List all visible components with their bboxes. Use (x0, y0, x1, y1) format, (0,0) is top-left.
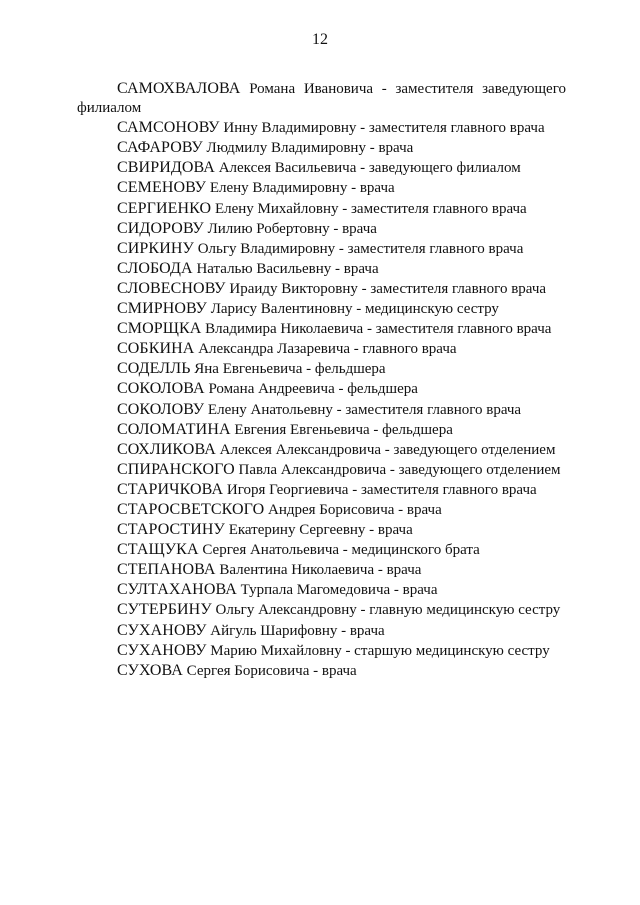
list-item (77, 420, 566, 440)
entry-surname: СТАРОСТИНУ (117, 521, 225, 539)
list-item (77, 560, 566, 580)
entry-surname: САМСОНОВУ (117, 119, 220, 137)
entry-details: Сергея Анатольевича - медицинского брата (202, 542, 480, 559)
entry-surname: СЛОБОДА (117, 259, 193, 277)
entry-surname: СОКОЛОВА (117, 380, 205, 398)
entry-details: Игоря Георгиевича - заместителя главного врача (226, 481, 537, 498)
entry-surname: СИДОРОВУ (117, 219, 204, 237)
list-item (77, 661, 566, 681)
entry-surname: СТАРОСВЕТСКОГО (117, 500, 265, 518)
list-item (77, 621, 566, 641)
entry-surname: СОБКИНА (117, 340, 195, 358)
entry-surname: СЕРГИЕНКО (117, 199, 212, 217)
list-item (77, 500, 566, 520)
entry-surname: СИРКИНУ (117, 239, 194, 257)
entry-details: Романа Ивановича - заместителя заведующего филиалом (77, 81, 566, 117)
list-item (77, 359, 566, 379)
entry-surname: САМОХВАЛОВА (117, 80, 241, 97)
list-item (77, 178, 566, 198)
entry-surname: СОКОЛОВУ (117, 400, 205, 418)
list-item (77, 319, 566, 339)
entry-details: Марию Михайловну - старшую медицинскую сестру (210, 642, 550, 659)
entry-surname: СОЛОМАТИНА (117, 420, 231, 438)
list-item (77, 339, 566, 359)
entry-details: Екатерину Сергеевну - врача (228, 522, 413, 539)
list-item (77, 199, 566, 219)
entries-list (77, 79, 566, 681)
entry-surname: САФАРОВУ (117, 139, 203, 157)
entry-surname: СМИРНОВУ (117, 300, 207, 318)
list-item (77, 118, 566, 138)
entry-surname: СУХАНОВУ (117, 621, 207, 639)
entry-details: Лилию Робертовну - врача (207, 220, 377, 237)
page-number: 12 (312, 31, 328, 48)
entry-surname: СМОРЩКА (117, 320, 202, 338)
entry-details: Павла Александровича - заведующего отделением (238, 461, 561, 478)
list-item (77, 480, 566, 500)
entry-details: Ларису Валентиновну - медицинскую сестру (210, 301, 499, 318)
list-item (77, 299, 566, 319)
list-item (77, 158, 566, 178)
entry-surname: СОХЛИКОВА (117, 440, 216, 458)
list-item (77, 641, 566, 661)
entry-surname: СУЛТАХАНОВА (117, 581, 237, 599)
entry-details: Айгуль Шарифовну - врача (210, 622, 385, 639)
entry-surname: СЛОВЕСНОВУ (117, 279, 226, 297)
entry-surname: СУХОВА (117, 661, 183, 679)
list-item (77, 79, 566, 118)
list-item (77, 540, 566, 560)
entry-details: Ольгу Александровну - главную медицинскую сестру (215, 602, 561, 619)
list-item (77, 600, 566, 620)
entry-details: Александра Лазаревича - главного врача (198, 341, 457, 358)
entry-surname: СПИРАНСКОГО (117, 460, 235, 478)
entry-details: Наталью Васильевну - врача (196, 260, 379, 277)
entry-details: Елену Михайловну - заместителя главного врача (214, 200, 527, 217)
entry-details: Андрея Борисовича - врача (268, 501, 442, 518)
entry-surname: СВИРИДОВА (117, 159, 215, 177)
list-item (77, 219, 566, 239)
entry-details: Елену Владимировну - врача (209, 180, 395, 197)
list-item (77, 259, 566, 279)
entry-details: Ольгу Владимировну - заместителя главного врача (197, 240, 524, 257)
entry-surname: СЕМЕНОВУ (117, 179, 207, 197)
list-item (77, 138, 566, 158)
entry-surname: СОДЕЛЛЬ (117, 360, 191, 378)
list-item (77, 440, 566, 460)
entry-details: Ираиду Викторовну - заместителя главного врача (229, 280, 547, 297)
list-item (77, 580, 566, 600)
entry-details: Сергея Борисовича - врача (186, 662, 357, 679)
entry-surname: СУХАНОВУ (117, 641, 207, 659)
entry-details: Валентина Николаевича - врача (219, 562, 422, 579)
entry-details: Инну Владимировну - заместителя главного врача (223, 120, 545, 137)
list-item (77, 460, 566, 480)
entry-details: Яна Евгеньевича - фельдшера (194, 361, 386, 378)
entry-surname: СТЕПАНОВА (117, 561, 216, 579)
entry-surname: СТАРИЧКОВА (117, 480, 224, 498)
entry-details: Романа Андреевича - фельдшера (208, 381, 418, 398)
entry-details: Владимира Николаевича - заместителя главного врача (205, 321, 552, 338)
list-item (77, 520, 566, 540)
entry-details: Алексея Васильевича - заведующего филиалом (218, 160, 521, 177)
entry-details: Людмилу Владимировну - врача (206, 140, 414, 157)
entry-details: Алексея Александровича - заведующего отделением (219, 441, 556, 458)
entry-details: Елену Анатольевну - заместителя главного врача (207, 401, 522, 418)
entry-details: Турпала Магомедовича - врача (240, 582, 438, 599)
list-item (77, 239, 566, 259)
list-item (77, 400, 566, 420)
list-item (77, 379, 566, 399)
list-item (77, 279, 566, 299)
entry-surname: СУТЕРБИНУ (117, 601, 212, 619)
entry-details: Евгения Евгеньевича - фельдшера (234, 421, 453, 438)
entry-surname: СТАЩУКА (117, 541, 199, 559)
